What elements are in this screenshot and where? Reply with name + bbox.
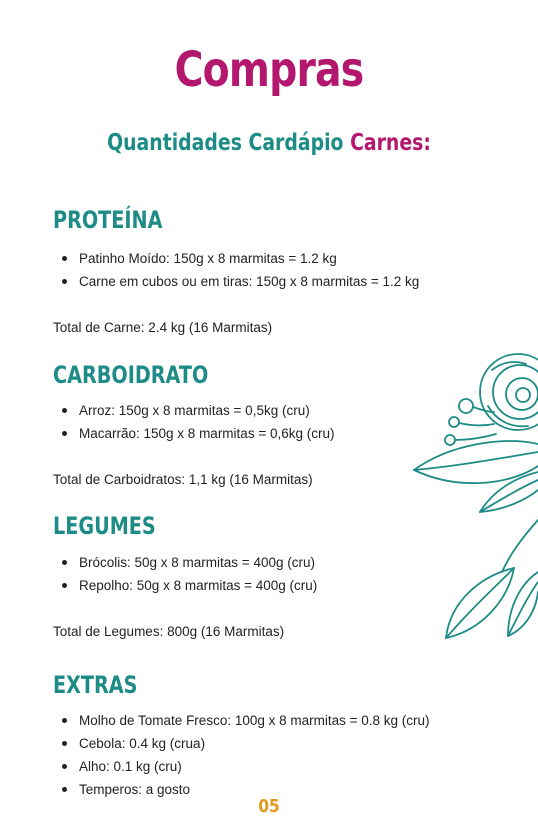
list-item: Temperos: a gosto (62, 778, 430, 801)
section-heading-proteina: PROTEÍNA (53, 206, 163, 234)
list-carboidrato (62, 399, 334, 445)
list-item: Repolho: 50g x 8 marmitas = 400g (cru) (62, 574, 317, 597)
subtitle-highlight: Carnes: (350, 130, 431, 156)
list-item: Molho de Tomate Fresco: 100g x 8 marmitas = 0.8 kg (cru) (62, 709, 430, 732)
page-number: 05 (258, 796, 280, 817)
total-carboidrato: Total de Carboidratos: 1,1 kg (16 Marmitas) (53, 472, 313, 487)
floral-line-art-icon (410, 340, 538, 640)
list-item: Macarrão: 150g x 8 marmitas = 0,6kg (cru) (62, 422, 334, 445)
list-item: Brócolis: 50g x 8 marmitas = 400g (cru) (62, 551, 317, 574)
list-item: Patinho Moído: 150g x 8 marmitas = 1.2 kg (62, 247, 419, 270)
page-title: Compras (174, 42, 364, 98)
list-item: Cebola: 0.4 kg (crua) (62, 732, 430, 755)
list-proteina (62, 247, 419, 293)
total-proteina: Total de Carne: 2.4 kg (16 Marmitas) (53, 320, 273, 335)
section-heading-legumes: LEGUMES (53, 512, 156, 540)
section-heading-extras: EXTRAS (53, 671, 138, 699)
subtitle-text: Quantidades Cardápio (107, 130, 351, 156)
list-legumes (62, 551, 317, 597)
list-item: Alho: 0.1 kg (cru) (62, 755, 430, 778)
list-item: Carne em cubos ou em tiras: 150g x 8 marmitas = 1.2 kg (62, 270, 419, 293)
list-extras (62, 709, 430, 801)
page-subtitle (48, 128, 489, 158)
total-legumes: Total de Legumes: 800g (16 Marmitas) (53, 624, 285, 639)
list-item: Arroz: 150g x 8 marmitas = 0,5kg (cru) (62, 399, 334, 422)
section-heading-carboidrato: CARBOIDRATO (53, 361, 209, 389)
